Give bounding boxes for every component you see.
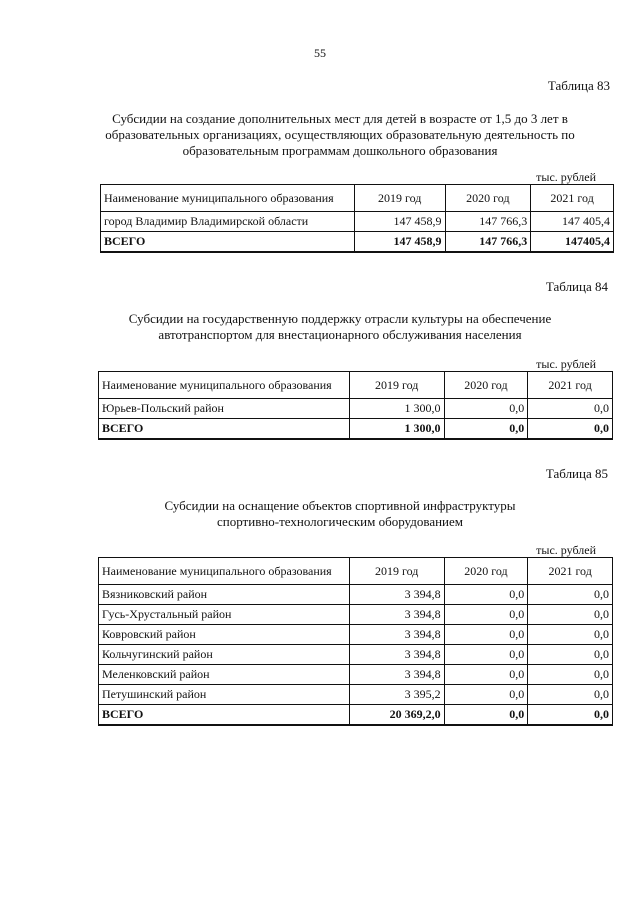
total-2020: 0,0 bbox=[444, 419, 528, 440]
row-2021: 0,0 bbox=[528, 665, 613, 685]
row-2020: 0,0 bbox=[444, 399, 528, 419]
page-number: 55 bbox=[314, 46, 326, 60]
table-85 bbox=[98, 557, 613, 726]
row-2020: 147 766,3 bbox=[445, 212, 531, 232]
column-header-name: Наименование муниципального образования bbox=[99, 558, 350, 585]
row-name: Петушинский район bbox=[99, 685, 350, 705]
row-2021: 0,0 bbox=[528, 685, 613, 705]
table-header-row bbox=[99, 372, 613, 399]
row-name: Юрьев-Польский район bbox=[99, 399, 350, 419]
column-header-name: Наименование муниципального образования bbox=[99, 372, 350, 399]
table-row bbox=[101, 212, 614, 232]
row-name: Ковровский район bbox=[99, 625, 350, 645]
total-2020: 0,0 bbox=[444, 705, 528, 726]
total-name: ВСЕГО bbox=[99, 705, 350, 726]
table-85-title bbox=[90, 498, 590, 530]
row-2020: 0,0 bbox=[444, 645, 528, 665]
row-2019: 3 394,8 bbox=[349, 645, 444, 665]
column-header-name: Наименование муниципального образования bbox=[101, 185, 355, 212]
column-header-2021: 2021 год bbox=[528, 558, 613, 585]
row-2020: 0,0 bbox=[444, 665, 528, 685]
row-2020: 0,0 bbox=[444, 625, 528, 645]
table-83 bbox=[100, 184, 614, 253]
row-2021: 147 405,4 bbox=[531, 212, 614, 232]
total-2019: 1 300,0 bbox=[349, 419, 444, 440]
title-line: спортивно-технологическим оборудованием bbox=[217, 514, 463, 529]
row-2021: 0,0 bbox=[528, 605, 613, 625]
row-2019: 1 300,0 bbox=[349, 399, 444, 419]
row-2020: 0,0 bbox=[444, 585, 528, 605]
title-line: Субсидии на оснащение объектов спортивной инфраструктуры bbox=[164, 498, 516, 513]
row-2019: 147 458,9 bbox=[354, 212, 445, 232]
row-2019: 3 394,8 bbox=[349, 665, 444, 685]
column-header-2020: 2020 год bbox=[444, 558, 528, 585]
row-2019: 3 394,8 bbox=[349, 585, 444, 605]
total-name: ВСЕГО bbox=[101, 232, 355, 253]
row-2020: 0,0 bbox=[444, 605, 528, 625]
table-header-row bbox=[101, 185, 614, 212]
row-2019: 3 395,2 bbox=[349, 685, 444, 705]
row-2021: 0,0 bbox=[528, 585, 613, 605]
table-83-title bbox=[90, 111, 590, 159]
table-header-row bbox=[99, 558, 613, 585]
row-2019: 3 394,8 bbox=[349, 625, 444, 645]
total-row bbox=[101, 232, 614, 253]
column-header-2020: 2020 год bbox=[445, 185, 531, 212]
table-85-unit: тыс. рублей bbox=[536, 543, 596, 557]
row-name: Вязниковский район bbox=[99, 585, 350, 605]
column-header-2021: 2021 год bbox=[531, 185, 614, 212]
total-2020: 147 766,3 bbox=[445, 232, 531, 253]
title-line: Субсидии на создание дополнительных мест для детей в возрасте от 1,5 до 3 лет в bbox=[112, 111, 568, 126]
table-83-label: Таблица 83 bbox=[547, 78, 610, 93]
column-header-2020: 2020 год bbox=[444, 372, 528, 399]
total-2019: 20 369,2,0 bbox=[349, 705, 444, 726]
table-row bbox=[99, 685, 613, 705]
table-row bbox=[99, 665, 613, 685]
title-line: образовательных организациях, осуществляющих образовательную деятельность по bbox=[105, 127, 575, 142]
table-84-unit: тыс. рублей bbox=[536, 357, 596, 371]
total-name: ВСЕГО bbox=[99, 419, 350, 440]
table-row bbox=[99, 645, 613, 665]
row-name: Кольчугинский район bbox=[99, 645, 350, 665]
table-83-unit: тыс. рублей bbox=[536, 170, 596, 184]
total-row bbox=[99, 419, 613, 440]
row-name: Меленковский район bbox=[99, 665, 350, 685]
table-85-label: Таблица 85 bbox=[545, 466, 608, 481]
title-line: Субсидии на государственную поддержку отрасли культуры на обеспечение bbox=[128, 311, 552, 326]
row-name: Гусь-Хрустальный район bbox=[99, 605, 350, 625]
column-header-2019: 2019 год bbox=[354, 185, 445, 212]
table-row bbox=[99, 605, 613, 625]
row-name: город Владимир Владимирской области bbox=[101, 212, 355, 232]
total-2019: 147 458,9 bbox=[354, 232, 445, 253]
column-header-2021: 2021 год bbox=[528, 372, 613, 399]
table-row bbox=[99, 585, 613, 605]
table-row bbox=[99, 625, 613, 645]
table-84 bbox=[98, 371, 613, 440]
total-2021: 0,0 bbox=[528, 419, 613, 440]
title-line: автотранспортом для внестационарного обслуживания населения bbox=[158, 327, 522, 342]
column-header-2019: 2019 год bbox=[349, 558, 444, 585]
total-row bbox=[99, 705, 613, 726]
column-header-2019: 2019 год bbox=[349, 372, 444, 399]
row-2021: 0,0 bbox=[528, 645, 613, 665]
row-2019: 3 394,8 bbox=[349, 605, 444, 625]
total-2021: 147405,4 bbox=[531, 232, 614, 253]
table-row bbox=[99, 399, 613, 419]
table-84-title bbox=[90, 311, 590, 343]
total-2021: 0,0 bbox=[528, 705, 613, 726]
title-line: образовательным программам дошкольного образования bbox=[182, 143, 498, 158]
row-2020: 0,0 bbox=[444, 685, 528, 705]
row-2021: 0,0 bbox=[528, 399, 613, 419]
row-2021: 0,0 bbox=[528, 625, 613, 645]
table-84-label: Таблица 84 bbox=[545, 279, 608, 294]
